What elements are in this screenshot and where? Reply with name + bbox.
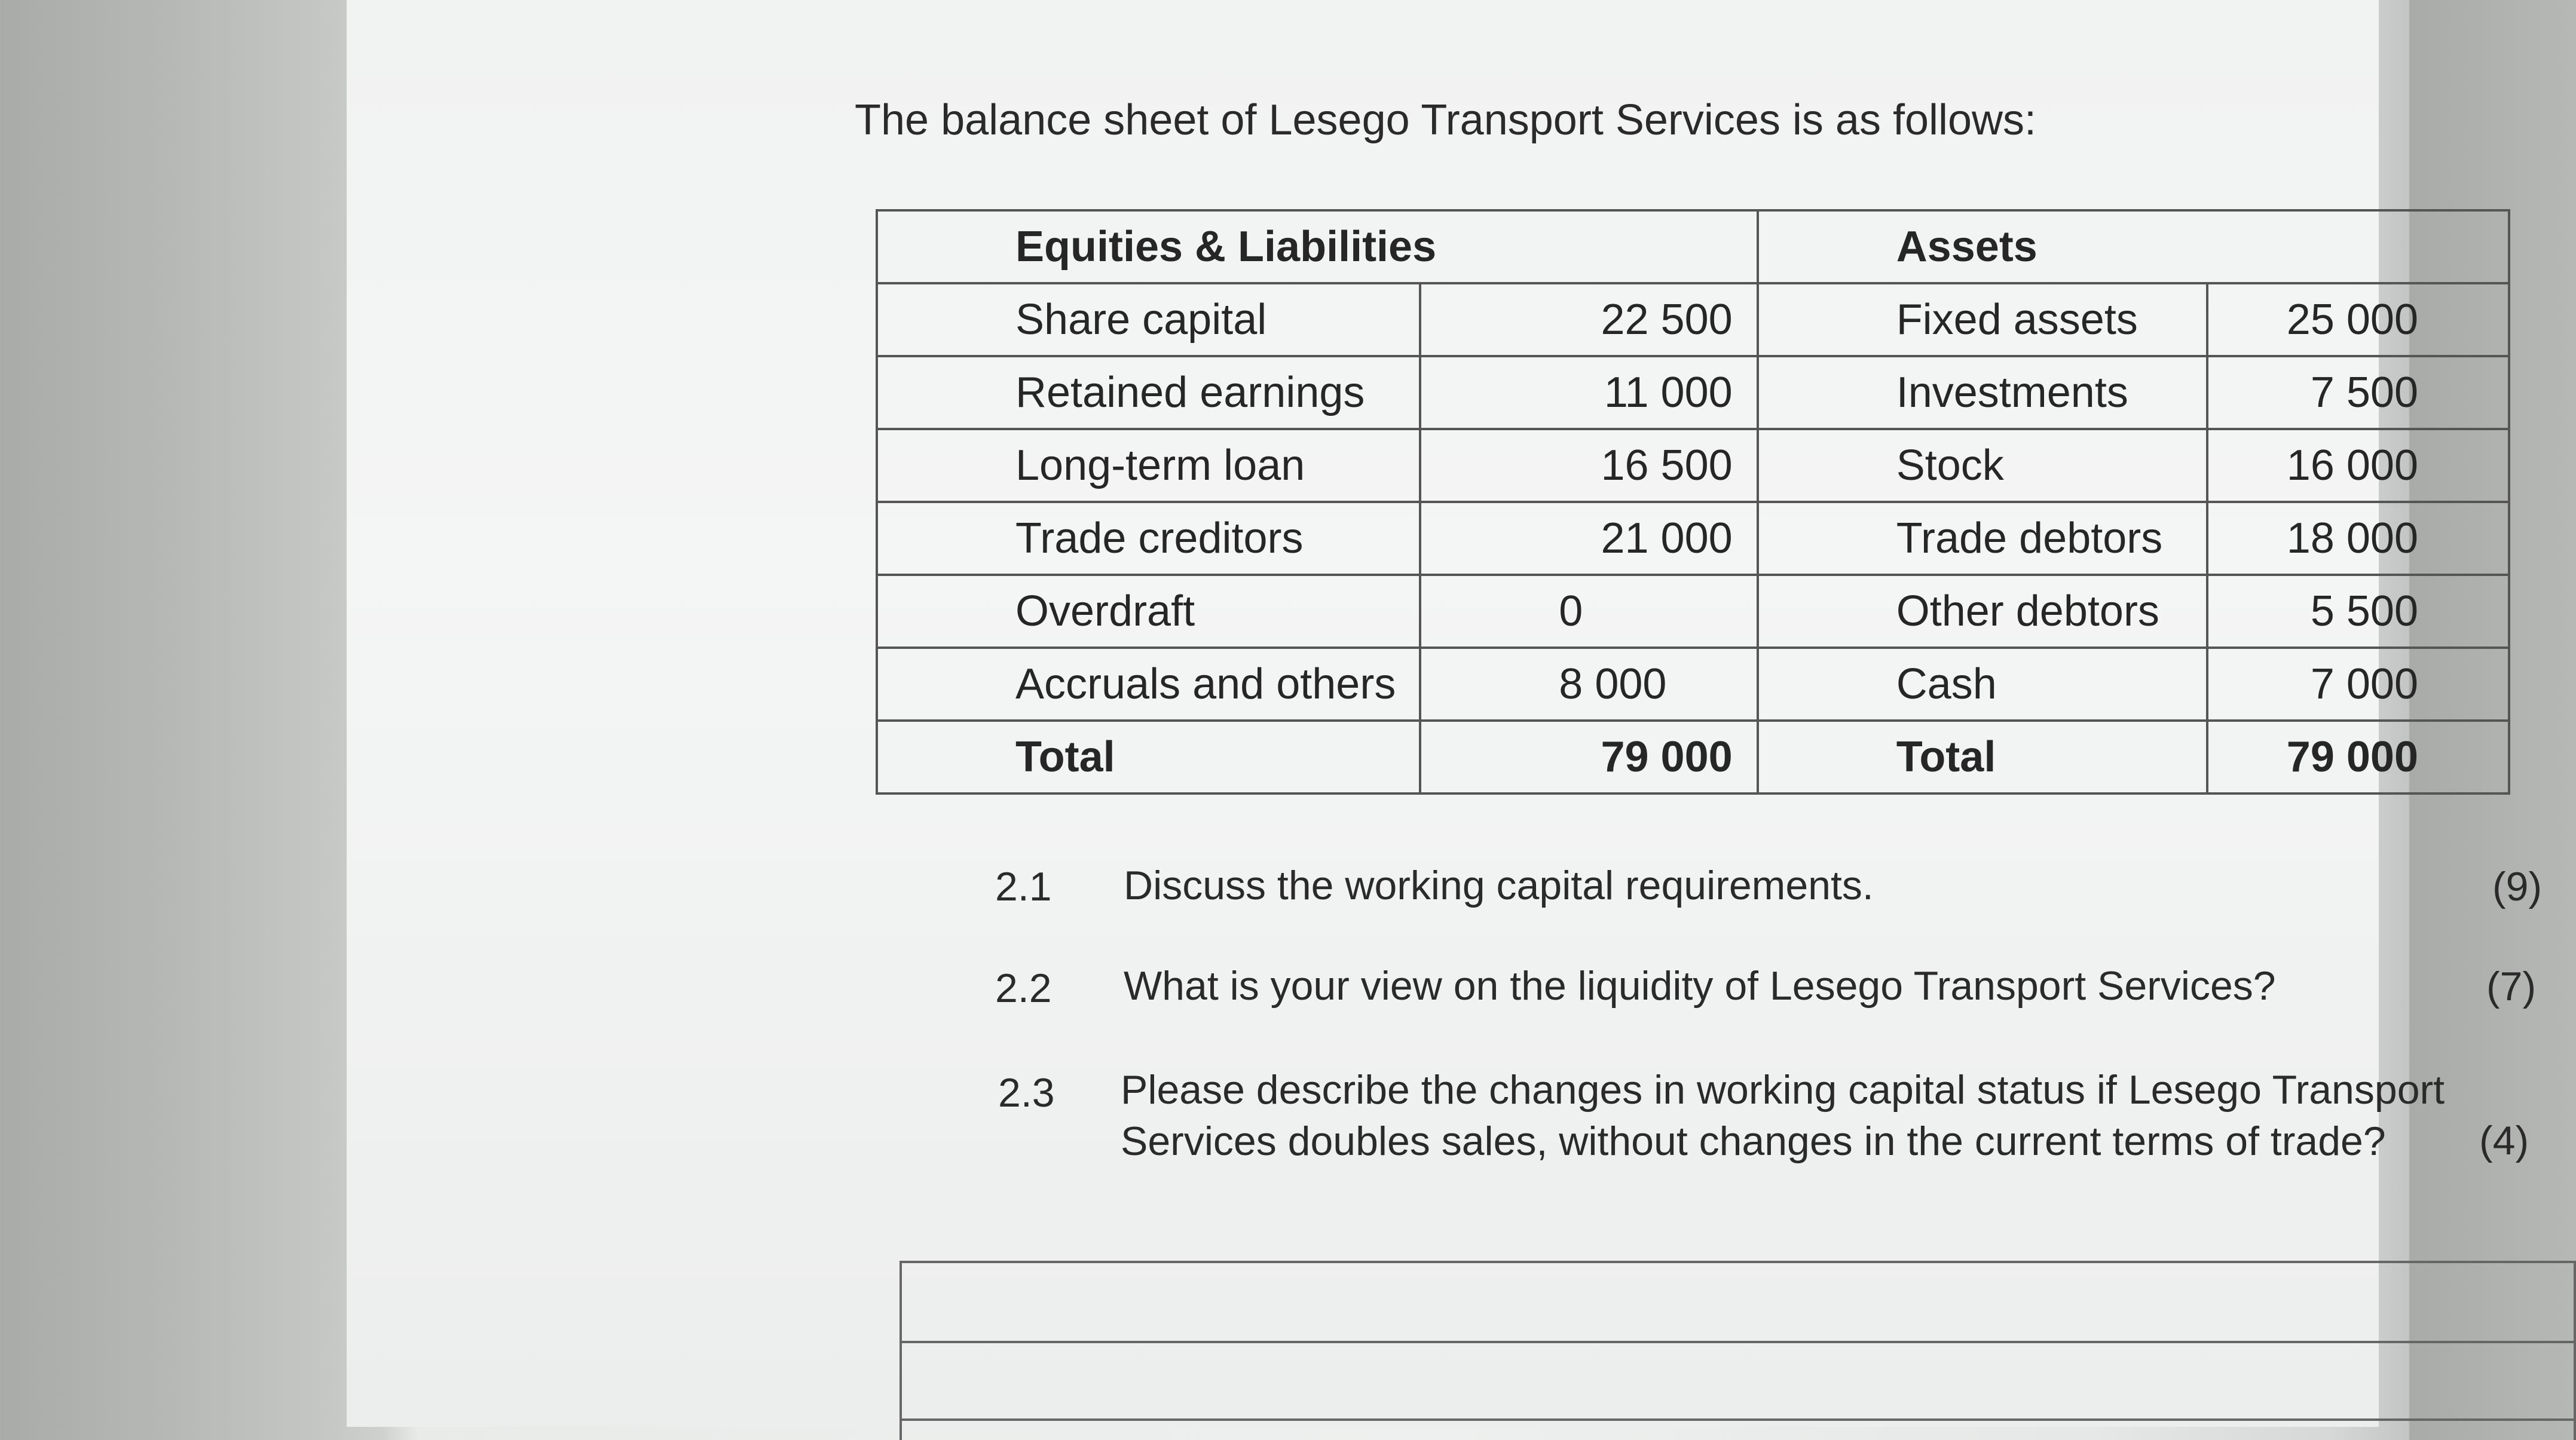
balance-sheet-table (876, 209, 2510, 795)
asset-value: 5 500 (2207, 575, 2509, 648)
table-row (877, 283, 2509, 356)
question-text: What is your view on the liquidity of Lesego Transport Services? (1124, 963, 2276, 1009)
question-text-line-2: Services doubles sales, without changes in the current terms of trade? (1121, 1119, 2386, 1164)
asset-label: Stock (1758, 429, 2207, 502)
answer-lines (900, 1261, 2576, 1440)
asset-value: 18 000 (2207, 502, 2509, 575)
answer-line (902, 1341, 2574, 1343)
table-total-row (877, 721, 2509, 793)
assets-header: Assets (1758, 210, 2509, 283)
liability-total-label: Total (877, 721, 1420, 793)
liability-label: Share capital (877, 283, 1420, 356)
asset-label: Fixed assets (1758, 283, 2207, 356)
table-row (877, 575, 2509, 648)
question-marks: (9) (2492, 864, 2543, 909)
document-page (347, 0, 2543, 1427)
table-row (877, 648, 2509, 721)
table-header-row (877, 210, 2509, 283)
liability-value: 21 000 (1420, 502, 1757, 575)
liability-label: Overdraft (877, 575, 1420, 648)
asset-label: Investments (1758, 356, 2207, 429)
asset-total-value: 79 000 (2207, 721, 2509, 793)
liability-value: 16 500 (1420, 429, 1757, 502)
liability-value: 11 000 (1420, 356, 1757, 429)
asset-label: Cash (1758, 648, 2207, 721)
intro-text: The balance sheet of Lesego Transport Services is as follows: (855, 96, 2037, 144)
asset-label: Other debtors (1758, 575, 2207, 648)
asset-value: 7 000 (2207, 648, 2509, 721)
asset-value: 16 000 (2207, 429, 2509, 502)
equities-header: Equities & Liabilities (877, 210, 1758, 283)
liability-label: Long-term loan (877, 429, 1420, 502)
question-text: Discuss the working capital requirements. (1124, 863, 1874, 908)
liability-label: Retained earnings (877, 356, 1420, 429)
asset-value: 7 500 (2207, 356, 2509, 429)
asset-label: Trade debtors (1758, 502, 2207, 575)
table-row (877, 502, 2509, 575)
asset-total-label: Total (1758, 721, 2207, 793)
answer-line (902, 1418, 2574, 1421)
question-number: 2.3 (998, 1070, 1055, 1116)
liability-value: 8 000 (1420, 648, 1757, 721)
asset-value: 25 000 (2207, 283, 2509, 356)
liability-total-value: 79 000 (1420, 721, 1757, 793)
table-row (877, 356, 2509, 429)
question-number: 2.2 (995, 966, 1052, 1011)
table-row (877, 429, 2509, 502)
question-text-line-1: Please describe the changes in working capital status if Lesego Transport (1121, 1067, 2445, 1113)
liability-value: 22 500 (1420, 283, 1757, 356)
question-marks: (7) (2486, 964, 2537, 1009)
liability-label: Trade creditors (877, 502, 1420, 575)
liability-value: 0 (1420, 575, 1757, 648)
question-number: 2.1 (995, 864, 1052, 909)
question-marks: (4) (2479, 1118, 2529, 1163)
liability-label: Accruals and others (877, 648, 1420, 721)
